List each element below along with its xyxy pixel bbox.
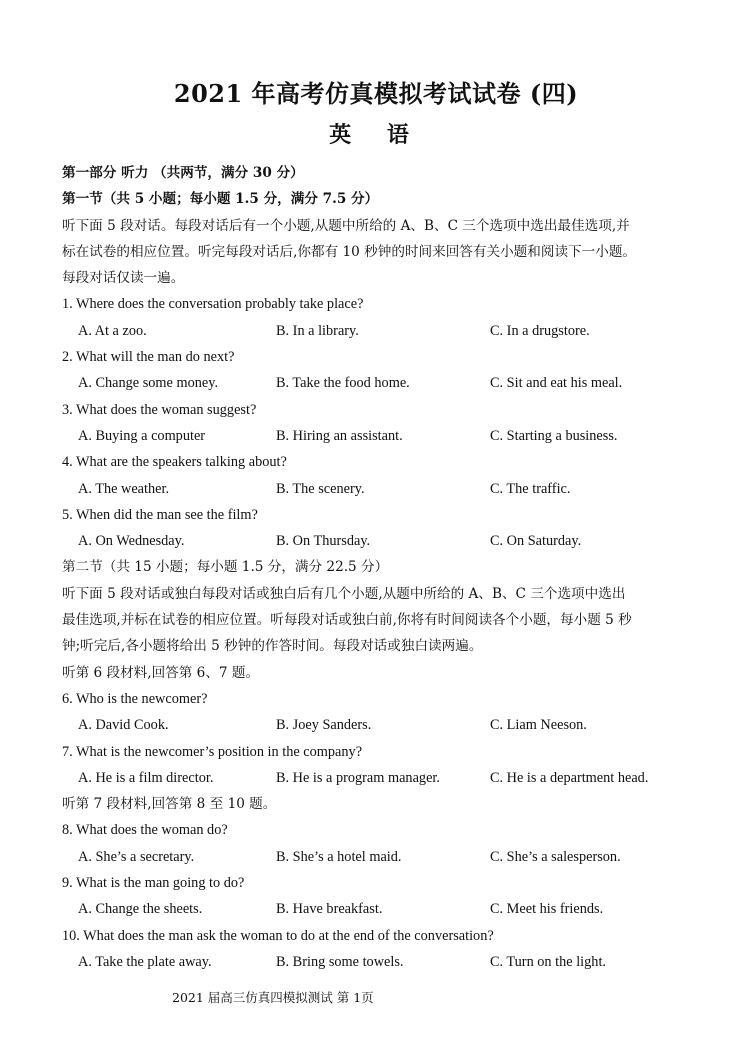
question-stem: 5. When did the man see the film? <box>62 506 258 523</box>
option-b: B. Hiring an assistant. <box>276 427 403 444</box>
material-note: 听第 6 段材料,回答第 6、7 题。 <box>62 664 260 681</box>
option-c: C. He is a department head. <box>490 769 649 786</box>
question-stem: 7. What is the newcomer’s position in the company? <box>62 743 363 760</box>
question-stem: 3. What does the woman suggest? <box>62 401 257 418</box>
option-b: B. Take the food home. <box>276 375 410 392</box>
question-stem: 1. Where does the conversation probably take place? <box>62 296 364 313</box>
question-stem: 9. What is the man going to do? <box>62 875 245 892</box>
option-a: A. Change the sheets. <box>78 901 203 918</box>
option-row <box>62 318 702 344</box>
option-b: B. Have breakfast. <box>276 901 383 918</box>
question-stem: 10. What does the man ask the woman to do at the end of the conversation? <box>62 927 494 944</box>
option-row <box>62 528 702 554</box>
question-stem: 8. What does the woman do? <box>62 822 228 839</box>
instruction-line: 标在试卷的相应位置。听完每段对话后,你都有 10 秒钟的时间来回答有关小题和阅读下一小题。 <box>62 243 637 260</box>
option-a: A. Take the plate away. <box>78 953 212 970</box>
option-a: A. At a zoo. <box>78 322 147 339</box>
option-c: C. Starting a business. <box>490 427 618 444</box>
option-a: A. David Cook. <box>78 717 169 734</box>
option-c: C. Sit and eat his meal. <box>490 375 623 392</box>
option-row <box>62 896 702 922</box>
option-b: B. He is a program manager. <box>276 769 440 786</box>
exam-title: 2021 年高考仿真模拟考试试卷 (四) <box>173 79 579 108</box>
option-row <box>62 476 702 502</box>
question-stem: 6. Who is the newcomer? <box>62 690 208 707</box>
instruction-line: 听下面 5 段对话或独白每段对话或独白后有几个小题,从题中所给的 A、B、C 三个选项中选出 <box>62 585 626 602</box>
option-c: C. Liam Neeson. <box>490 717 587 734</box>
option-b: B. In a library. <box>276 322 359 339</box>
page-footer: 2021 届高三仿真四模拟测试 第 1页 <box>172 990 374 1005</box>
option-c: C. The traffic. <box>490 480 571 497</box>
option-c: C. Turn on the light. <box>490 953 606 970</box>
option-a: A. Buying a computer <box>78 427 206 444</box>
option-row <box>62 765 702 791</box>
question-stem: 2. What will the man do next? <box>62 349 235 366</box>
option-row <box>62 370 702 396</box>
exam-subject: 英 语 <box>329 122 423 148</box>
part-heading: 第一部分 听力 （共两节，满分 30 分） <box>62 165 304 181</box>
option-c: C. She’s a salesperson. <box>490 848 621 865</box>
option-c: C. In a drugstore. <box>490 322 590 339</box>
option-c: C. On Saturday. <box>490 533 582 550</box>
option-row <box>62 949 702 975</box>
option-b: B. Joey Sanders. <box>276 717 372 734</box>
option-a: A. The weather. <box>78 480 170 497</box>
option-b: B. On Thursday. <box>276 533 371 550</box>
section-heading: 第一节（共 5 小题；每小题 1.5 分，满分 7.5 分） <box>62 191 379 208</box>
option-row <box>62 712 702 738</box>
instruction-line: 听下面 5 段对话。每段对话后有一个小题,从题中所给的 A、B、C 三个选项中选出最佳选项,并 <box>62 217 630 234</box>
option-row <box>62 844 702 870</box>
material-note: 听第 7 段材料,回答第 8 至 10 题。 <box>62 796 277 813</box>
option-a: A. On Wednesday. <box>78 533 185 550</box>
instruction-line: 最佳选项,并标在试卷的相应位置。听每段对话或独白前,你将有时间阅读各个小题，每小题 5 秒 <box>62 612 632 629</box>
option-row <box>62 423 702 449</box>
option-b: B. She’s a hotel maid. <box>276 848 402 865</box>
option-b: B. The scenery. <box>276 480 365 497</box>
option-b: B. Bring some towels. <box>276 953 404 970</box>
instruction-line: 每段对话仅读一遍。 <box>62 270 185 287</box>
option-a: A. Change some money. <box>78 375 219 392</box>
instruction-line: 钟;听完后,各小题将给出 5 秒钟的作答时间。每段对话或独白读两遍。 <box>62 638 483 655</box>
exam-content <box>62 160 702 975</box>
option-a: A. She’s a secretary. <box>78 848 195 865</box>
section-heading: 第二节（共 15 小题；每小题 1.5 分，满分 22.5 分） <box>62 559 389 576</box>
option-c: C. Meet his friends. <box>490 901 604 918</box>
option-a: A. He is a film director. <box>78 769 214 786</box>
question-stem: 4. What are the speakers talking about? <box>62 454 287 471</box>
